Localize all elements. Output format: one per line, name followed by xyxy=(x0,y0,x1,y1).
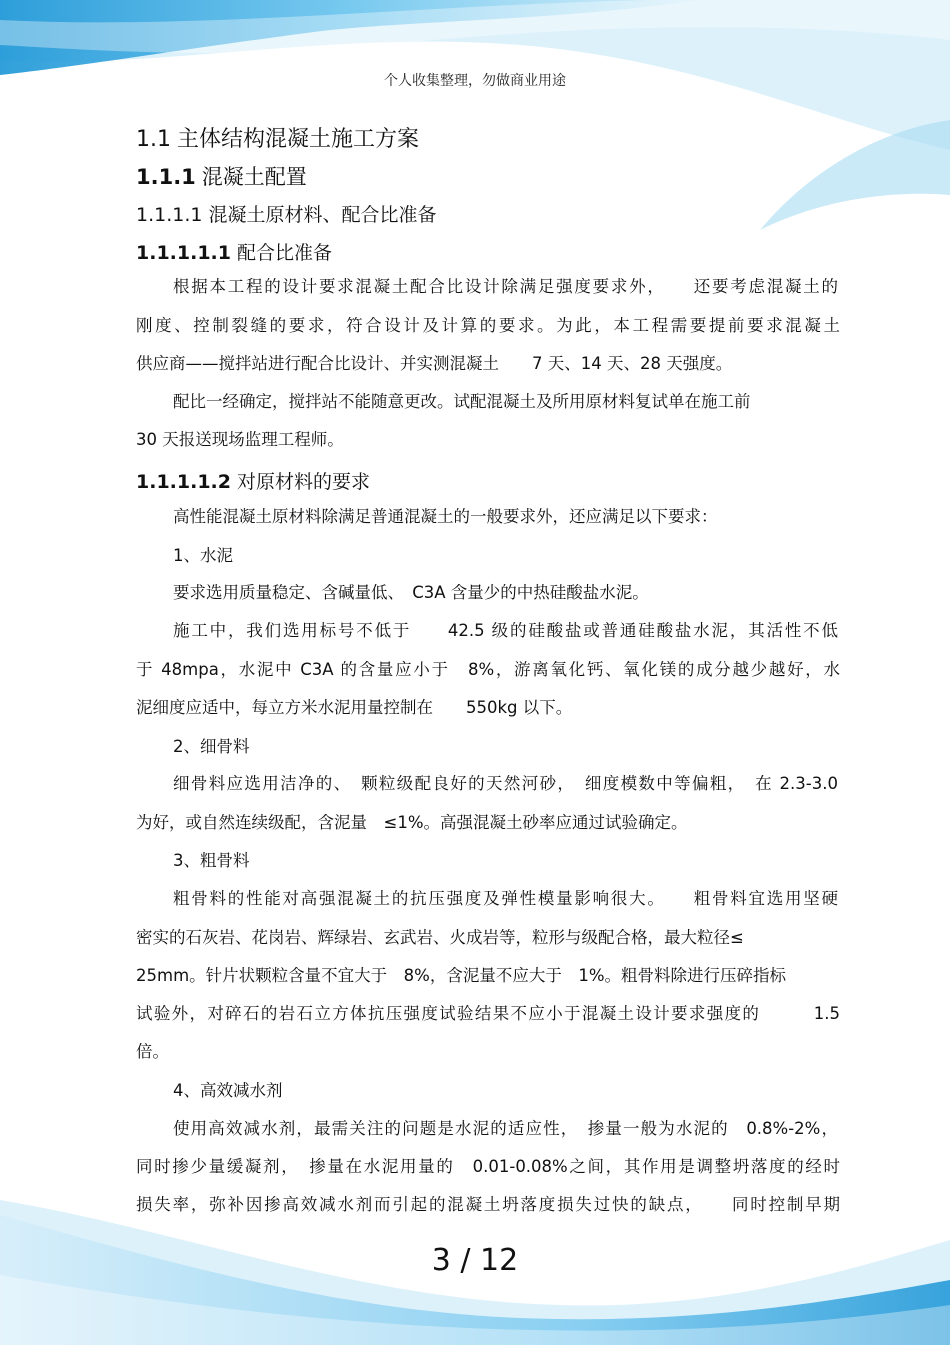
header-note: 个人收集整理，勿做商业用途 xyxy=(384,73,566,89)
body-line: 同时掺少量缓凝剂， 掺量在水泥用量的 0.01-0.08%之间，其作用是调整坍落度的经时 xyxy=(136,1157,840,1176)
heading-1-1-1-1-2 xyxy=(136,467,370,494)
body-line: 配比一经确定，搅拌站不能随意更改。试配混凝土及所用原材料复试单在施工前 xyxy=(173,392,751,411)
body-line: 倍。 xyxy=(136,1042,169,1061)
heading-text: 混凝土配置 xyxy=(201,165,307,189)
heading-number: 1.1.1 xyxy=(136,165,196,189)
list-item-label: 4、高效减水剂 xyxy=(173,1081,283,1100)
heading-number: 1.1.1.1.1 xyxy=(136,242,231,264)
heading-1-1-1-1 xyxy=(136,200,437,227)
heading-text: 对原材料的要求 xyxy=(236,471,370,493)
body-line: 高性能混凝土原材料除满足普通混凝土的一般要求外，还应满足以下要求： xyxy=(173,507,718,526)
list-item-label: 2、细骨料 xyxy=(173,737,250,756)
list-item-label: 3、粗骨料 xyxy=(173,851,250,870)
heading-1-1 xyxy=(136,122,419,153)
body-line: 于 48mpa，水泥中 C3A 的含量应小于 8%，游离氧化钙、氧化镁的成分越少越好，水 xyxy=(136,660,840,679)
body-line: 根据本工程的设计要求混凝土配合比设计除满足强度要求外， 还要考虑混凝土的 xyxy=(173,277,838,296)
body-line: 密实的石灰岩、花岗岩、辉绿岩、玄武岩、火成岩等，粒形与级配合格，最大粒径≤ xyxy=(136,928,744,947)
body-line: 泥细度应适中，每立方米水泥用量控制在 550kg 以下。 xyxy=(136,698,573,717)
body-line: 要求选用质量稳定、含碱量低、 C3A 含量少的中热硅酸盐水泥。 xyxy=(173,583,649,602)
heading-text: 混凝土原材料、配合比准备 xyxy=(208,204,437,226)
body-line: 施工中，我们选用标号不低于 42.5 级的硅酸盐或普通硅酸盐水泥，其活性不低 xyxy=(173,621,838,640)
heading-1-1-1-1-1 xyxy=(136,238,332,265)
heading-number: 1.1.1.1 xyxy=(136,204,203,226)
body-line: 细骨料应选用洁净的、 颗粒级配良好的天然河砂， 细度模数中等偏粗， 在 2.3-3.0 xyxy=(173,774,838,793)
page-number: 3 / 12 xyxy=(431,1243,519,1278)
heading-number: 1.1.1.1.2 xyxy=(136,471,231,493)
body-line: 供应商——搅拌站进行配合比设计、并实测混凝土 7 天、14 天、28 天强度。 xyxy=(136,354,733,373)
body-line: 损失率，弥补因掺高效减水剂而引起的混凝土坍落度损失过快的缺点， 同时控制早期 xyxy=(136,1195,840,1214)
body-line: 25mm。针片状颗粒含量不宜大于 8%，含泥量不应大于 1%。粗骨料除进行压碎指标 xyxy=(136,966,786,985)
body-line: 试验外，对碎石的岩石立方体抗压强度试验结果不应小于混凝土设计要求强度的 1.5 xyxy=(136,1004,840,1023)
body-line: 刚度、控制裂缝的要求，符合设计及计算的要求。为此，本工程需要提前要求混凝土 xyxy=(136,316,840,335)
body-line: 为好，或自然连续级配，含泥量 ≤1%。高强混凝土砂率应通过试验确定。 xyxy=(136,813,688,832)
heading-text: 主体结构混凝土施工方案 xyxy=(177,127,420,152)
heading-number: 1.1 xyxy=(136,127,171,152)
body-line: 粗骨料的性能对高强混凝土的抗压强度及弹性模量影响很大。 粗骨料宜选用坚硬 xyxy=(173,889,838,908)
body-line: 使用高效减水剂，最需关注的问题是水泥的适应性， 掺量一般为水泥的 0.8%-2%， xyxy=(173,1119,838,1138)
body-line: 30 天报送现场监理工程师。 xyxy=(136,430,344,449)
heading-text: 配合比准备 xyxy=(236,242,332,264)
heading-1-1-1 xyxy=(136,161,307,191)
list-item-label: 1、水泥 xyxy=(173,546,233,565)
